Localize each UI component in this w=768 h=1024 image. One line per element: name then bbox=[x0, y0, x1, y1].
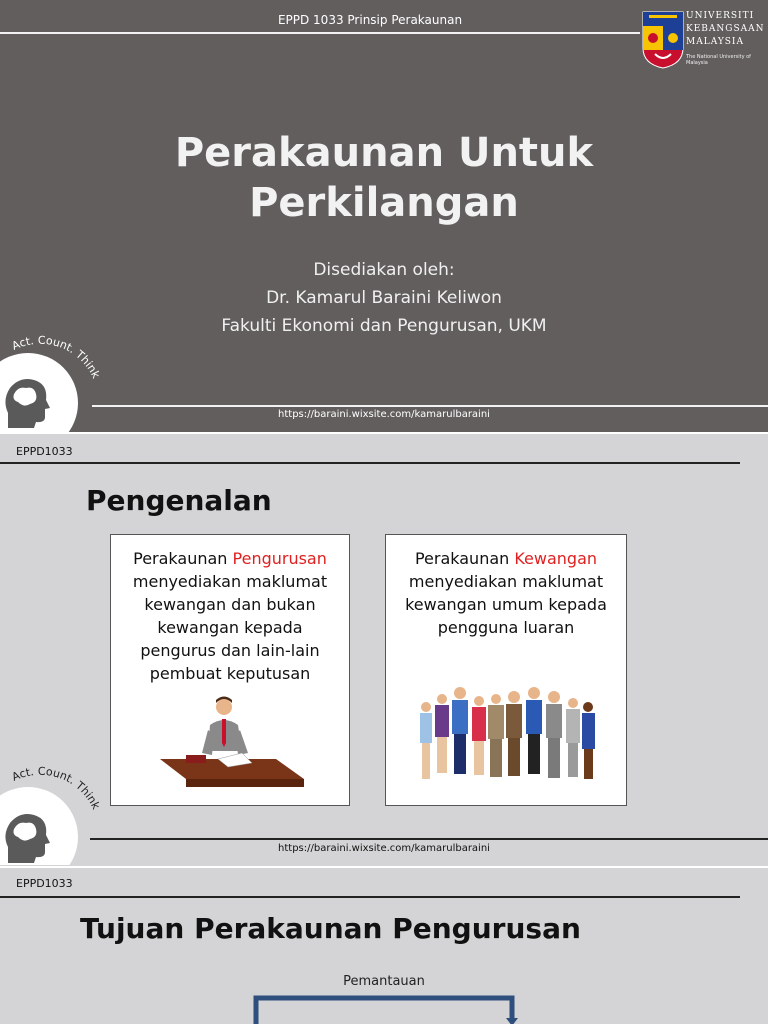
svg-text:Act. Count. Think: Act. Count. Think bbox=[9, 333, 103, 381]
footer-rule bbox=[92, 405, 768, 407]
slide-heading: Tujuan Perakaunan Pengurusan bbox=[80, 912, 581, 945]
monitoring-cycle-diagram bbox=[250, 994, 520, 1024]
head-brain-icon bbox=[5, 814, 50, 863]
person bbox=[420, 702, 432, 779]
person bbox=[546, 691, 562, 778]
footer-rule bbox=[90, 838, 768, 840]
group-of-people-illustration bbox=[414, 687, 604, 793]
person bbox=[566, 698, 580, 777]
person bbox=[452, 687, 468, 774]
logo-subtitle: The National University of Malaysia bbox=[686, 54, 751, 66]
header-rule bbox=[0, 896, 740, 898]
intro-slide bbox=[0, 432, 768, 865]
course-title: EPPD 1033 Prinsip Perakaunan bbox=[277, 13, 463, 27]
faculty-name: Fakulti Ekonomi dan Pengurusan, UKM bbox=[221, 316, 547, 336]
author-name: Dr. Kamarul Baraini Keliwon bbox=[266, 288, 502, 308]
person bbox=[435, 694, 449, 773]
presentation-title: Perakaunan Untuk Perkilangan bbox=[174, 130, 594, 226]
svg-text:Act. Count. Think: Act. Count. Think bbox=[9, 764, 103, 812]
management-accounting-box: Perakaunan Pengurusan menyediakan maklumat kewangan dan bukan kewangan kepada pengurus dan lain-lain pembuat keputusan bbox=[110, 534, 350, 806]
person bbox=[526, 687, 542, 774]
person bbox=[472, 696, 486, 775]
footer-url[interactable]: https://baraini.wixsite.com/kamarulbaraini bbox=[278, 843, 490, 854]
course-code: EPPD1033 bbox=[16, 877, 73, 890]
objectives-slide bbox=[0, 866, 768, 1024]
head-brain-icon bbox=[5, 379, 50, 428]
highlight-term: Pengurusan bbox=[232, 549, 327, 568]
header-rule bbox=[0, 462, 740, 464]
prepared-by-label: Disediakan oleh: bbox=[313, 260, 455, 280]
title-slide bbox=[0, 0, 768, 432]
manager-at-desk-illustration bbox=[156, 695, 306, 795]
header-rule bbox=[0, 32, 640, 34]
highlight-term: Kewangan bbox=[514, 549, 598, 568]
diagram-label: Pemantauan bbox=[343, 974, 425, 989]
person bbox=[582, 702, 595, 779]
logo-text: UNIVERSITI KEBANGSAAN MALAYSIA bbox=[686, 11, 765, 47]
footer-url[interactable]: https://baraini.wixsite.com/kamarulbaraini bbox=[278, 409, 490, 420]
course-code: EPPD1033 bbox=[16, 445, 73, 458]
financial-accounting-box: Perakaunan Kewangan menyediakan maklumat kewangan umum kepada pengguna luaran bbox=[385, 534, 627, 806]
slide-heading: Pengenalan bbox=[86, 484, 272, 517]
person bbox=[488, 694, 504, 777]
person bbox=[506, 691, 522, 776]
presenter-info bbox=[0, 256, 768, 340]
